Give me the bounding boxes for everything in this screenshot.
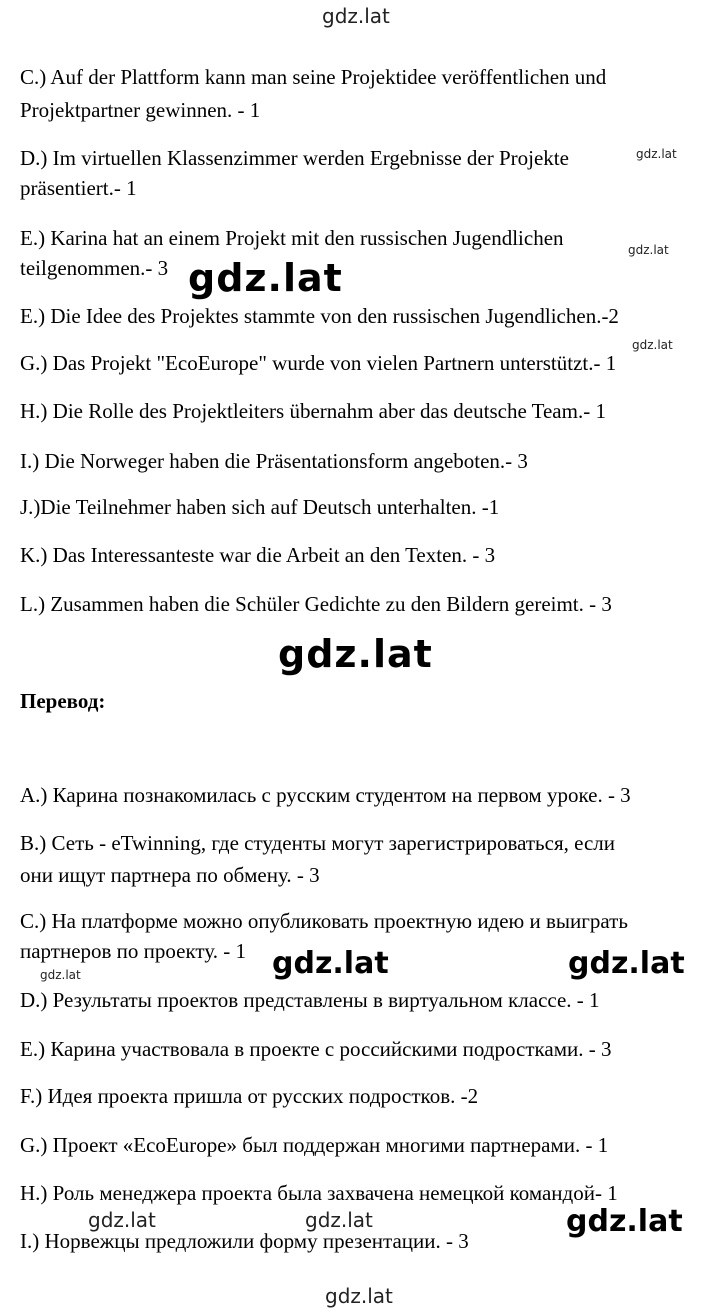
russian-line: H.) Роль менеджера проекта была захвачена немецкой командой- 1: [20, 1181, 618, 1205]
watermark: gdz.lat: [40, 968, 81, 982]
german-line: I.) Die Norweger haben die Präsentationsform angeboten.- 3: [20, 449, 528, 473]
russian-line: G.) Проект «EcoEurope» был поддержан многими партнерами. - 1: [20, 1133, 609, 1157]
german-line: K.) Das Interessanteste war die Arbeit an den Texten. - 3: [20, 543, 496, 567]
russian-line: E.) Карина участвовала в проекте с российскими подростками. - 3: [20, 1037, 612, 1061]
german-line: H.) Die Rolle des Projektleiters übernahm aber das deutsche Team.- 1: [20, 399, 606, 423]
russian-line: D.) Результаты проектов представлены в виртуальном классе. - 1: [20, 988, 600, 1012]
german-line: C.) Auf der Plattform kann man seine Projektidee veröffentlichen und: [20, 65, 607, 89]
watermark: gdz.lat: [325, 1284, 393, 1308]
german-line: J.)Die Teilnehmer haben sich auf Deutsch unterhalten. -1: [20, 495, 500, 519]
watermark: gdz.lat: [628, 243, 669, 257]
german-line: E.) Karina hat an einem Projekt mit den russischen Jugendlichen: [20, 226, 564, 250]
watermark: gdz.lat: [88, 1208, 156, 1232]
watermark: gdz.lat: [188, 256, 343, 300]
german-line: L.) Zusammen haben die Schüler Gedichte zu den Bildern gereimt. - 3: [20, 592, 612, 616]
russian-line: B.) Сеть - eTwinning, где студенты могут зарегистрироваться, если: [20, 831, 615, 855]
russian-line: C.) На платформе можно опубликовать проектную идею и выиграть: [20, 909, 628, 933]
watermark: gdz.lat: [272, 946, 389, 981]
watermark: gdz.lat: [566, 1204, 683, 1239]
russian-line: I.) Норвежцы предложили форму презентации. - 3: [20, 1229, 469, 1253]
german-line: D.) Im virtuellen Klassenzimmer werden Ergebnisse der Projekte: [20, 146, 569, 170]
german-line: Projektpartner gewinnen. - 1: [20, 98, 261, 122]
german-line: teilgenommen.- 3: [20, 256, 169, 280]
russian-line: F.) Идея проекта пришла от русских подростков. -2: [20, 1084, 479, 1108]
watermark: gdz.lat: [632, 338, 673, 352]
watermark: gdz.lat: [636, 147, 677, 161]
watermark: gdz.lat: [305, 1208, 373, 1232]
watermark: gdz.lat: [568, 946, 685, 981]
russian-line: партнеров по проекту. - 1: [20, 939, 246, 963]
russian-line: A.) Карина познакомилась с русским студентом на первом уроке. - 3: [20, 783, 631, 807]
translation-heading: Перевод:: [20, 689, 106, 713]
german-line: E.) Die Idee des Projektes stammte von den russischen Jugendlichen.-2: [20, 304, 619, 328]
watermark: gdz.lat: [322, 4, 390, 28]
german-line: G.) Das Projekt "EcoEurope" wurde von vielen Partnern unterstützt.- 1: [20, 351, 617, 375]
german-line: präsentiert.- 1: [20, 176, 137, 200]
russian-line: они ищут партнера по обмену. - 3: [20, 863, 320, 887]
watermark: gdz.lat: [278, 632, 433, 676]
